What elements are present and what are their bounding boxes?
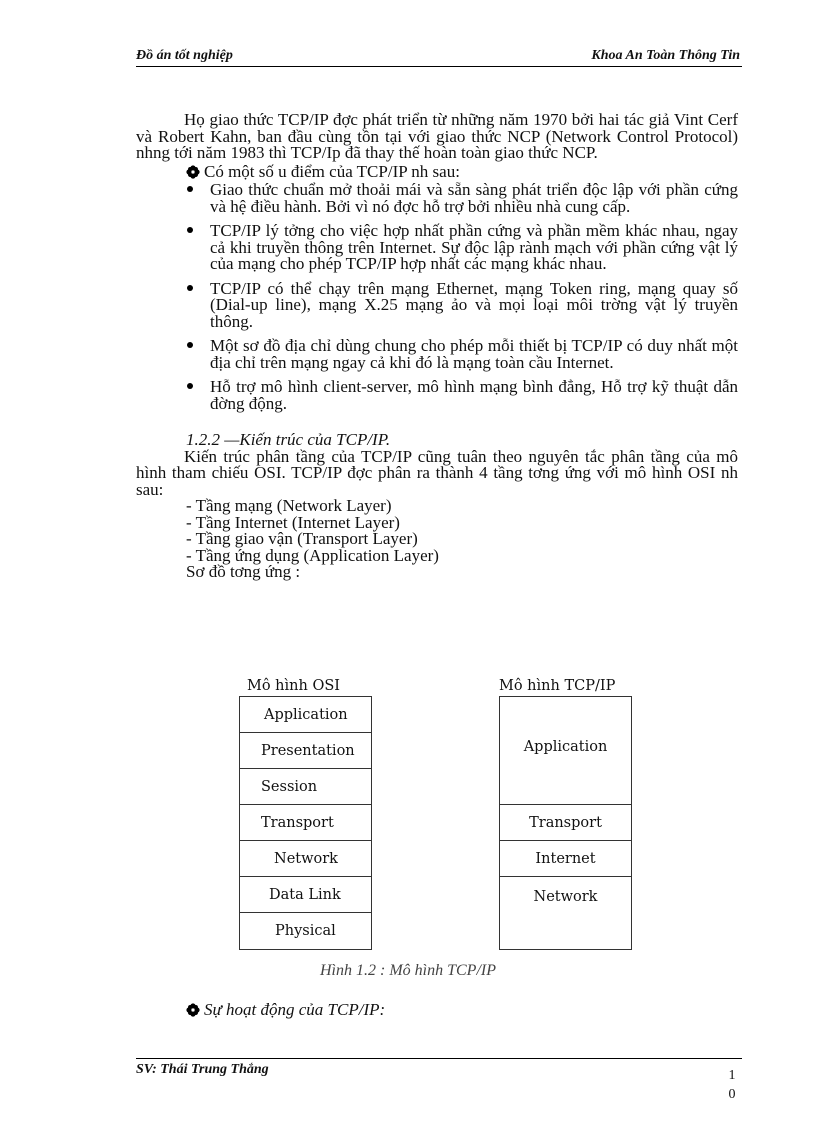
- tcp-layer-label: Network: [533, 889, 598, 905]
- subsection-heading: [186, 1000, 385, 1020]
- osi-layer: Transport: [240, 805, 371, 841]
- layer-item: - Tầng giao vận (Transport Layer): [186, 529, 418, 548]
- flower-bullet-icon: [186, 1003, 200, 1017]
- figure-caption: Hình 1.2 : Mô hình TCP/IP: [320, 962, 496, 979]
- page-header: [136, 46, 742, 67]
- tcp-layer: [500, 697, 631, 805]
- tcp-layer: [500, 877, 631, 947]
- layer-item: - Tầng Internet (Internet Layer): [186, 512, 400, 532]
- list-item: Một sơ đồ địa chỉ dùng chung cho phép mỗi thiết bị TCP/IP có duy nhất một địa chỉ trên mạng ngay cả khi đó là mạng toàn cầu Internet.: [136, 338, 738, 371]
- page-number-line: 0: [728, 1087, 736, 1102]
- list-item: TCP/IP có thể chạy trên mạng Ethernet, mạng Token ring, mạng quay số (Dial-up line), mạng X.25 mạng ảo và mọi loại môi trờng vật lý truyền thông.: [136, 281, 738, 331]
- osi-layer: Network: [240, 841, 371, 877]
- list-item: TCP/IP lý tởng cho việc hợp nhất phần cứng và phần mềm khác nhau, ngay cả khi truyền thông trên Internet. Sự độc lập rành mạch với phần cứng vật lý của mạng cho phép TCP/IP hợp nhất các mạng khác nhau.: [136, 223, 738, 273]
- osi-layer: Data Link: [240, 877, 371, 913]
- osi-layer: Session: [240, 769, 371, 805]
- tcp-column-title: Mô hình TCP/IP: [499, 678, 616, 694]
- section-title: 1.2.2 —Kiến trúc của TCP/IP.: [186, 430, 391, 449]
- intro-paragraph: Họ giao thức TCP/IP đợc phát triển từ những năm 1970 bởi hai tác giả Vint Cerf và Robert Kahn, ban đầu cùng tồn tại với giao thức NCP (Network Control Protocol) nhng tới năm 1983 thì TCP/Ip đã thay thế hoàn toàn giao thức NCP.: [136, 110, 738, 162]
- page-number-line: 1: [728, 1068, 736, 1083]
- osi-layer: Physical: [275, 922, 336, 939]
- osi-tcp-diagram: [239, 678, 639, 958]
- diagram-intro: Sơ đồ tơng ứng :: [186, 562, 301, 581]
- page-footer: [136, 1058, 742, 1077]
- tcp-layer: Internet: [500, 841, 631, 877]
- tcp-layer: Transport: [500, 805, 631, 841]
- header-right-text: Khoa An Toàn Thông Tin: [591, 48, 740, 63]
- list-item: Hỗ trợ mô hình client-server, mô hình mạng bình đẳng, Hỗ trợ kỹ thuật dẫn đờng động.: [136, 379, 738, 412]
- tcp-model-box: [499, 696, 632, 950]
- osi-layer: Presentation: [240, 733, 371, 769]
- layer-item: - Tầng ứng dụng (Application Layer): [186, 545, 439, 565]
- osi-model-box: [239, 696, 372, 950]
- tcp-layer-label: Application: [523, 739, 608, 755]
- subsection-heading-text: Sự hoạt động của TCP/IP:: [204, 1000, 386, 1019]
- advantages-heading-text: Có một số u điểm của TCP/IP nh sau:: [204, 161, 460, 181]
- osi-layer: Application: [240, 697, 371, 733]
- page-number: [726, 1066, 738, 1104]
- advantages-heading: [186, 161, 738, 181]
- section-paragraph: Kiến trúc phân tầng của TCP/IP cũng tuân theo nguyên tắc phân tầng của mô hình tham chiếu OSI. TCP/IP đợc phân ra thành 4 tầng tơng ứng với mô hình OSI nh sau:: [136, 446, 738, 499]
- page-body: [136, 112, 738, 581]
- student-name: SV: Thái Trung Thắng: [136, 1062, 269, 1077]
- list-item: Giao thức chuẩn mở thoải mái và sẵn sàng phát triển độc lập với phần cứng và hệ điều hành. Bởi vì nó đợc hỗ trợ bởi nhiều nhà cung cấp.: [136, 182, 738, 215]
- osi-column-title: Mô hình OSI: [247, 678, 340, 694]
- flower-bullet-icon: [186, 165, 200, 179]
- header-left-text: Đồ án tốt nghiệp: [136, 48, 233, 63]
- advantages-list: [136, 182, 738, 412]
- layer-item: - Tầng mạng (Network Layer): [186, 496, 392, 515]
